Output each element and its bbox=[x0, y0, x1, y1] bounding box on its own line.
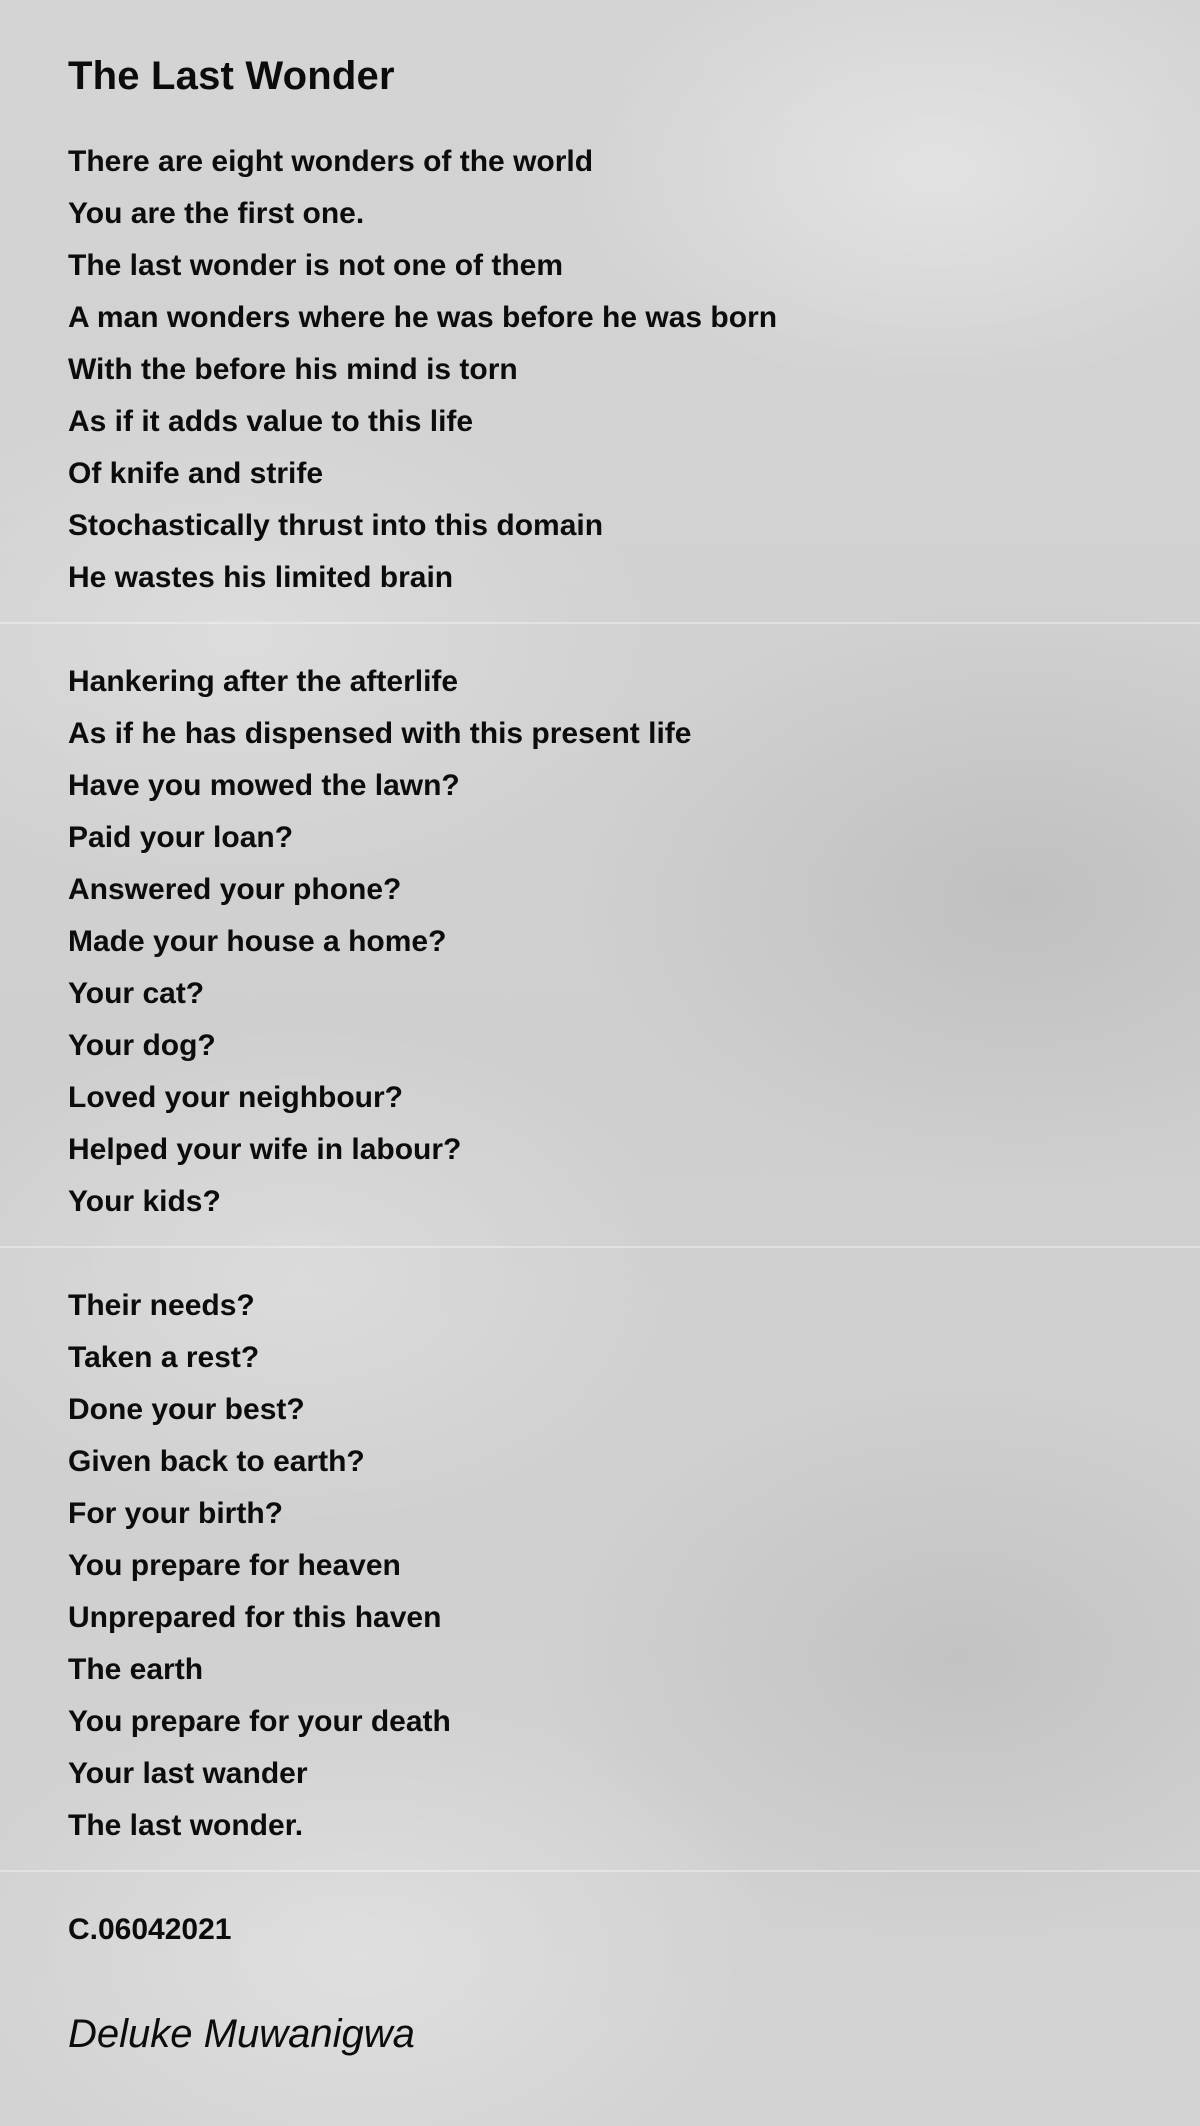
poem-line: For your birth? bbox=[68, 1497, 283, 1530]
stanza-gap bbox=[68, 1852, 1148, 1904]
poem-line: Helped your wife in labour? bbox=[68, 1133, 462, 1166]
poem-line: Taken a rest? bbox=[68, 1341, 260, 1374]
poem-line: Stochastically thrust into this domain bbox=[68, 509, 604, 542]
poem-line: Hankering after the afterlife bbox=[68, 665, 459, 698]
poem-line: As if it adds value to this life bbox=[68, 405, 474, 438]
poem-date: C.06042021 bbox=[68, 1913, 232, 1946]
poem-line: Your dog? bbox=[68, 1029, 216, 1062]
poem-line: Given back to earth? bbox=[68, 1445, 365, 1478]
stanza-gap bbox=[68, 604, 1148, 656]
stanza-gap bbox=[68, 1228, 1148, 1280]
poem-container bbox=[68, 50, 1148, 2060]
poem-line: As if he has dispensed with this present life bbox=[68, 717, 692, 750]
poem-line: The earth bbox=[68, 1653, 204, 1686]
poem-line: Your kids? bbox=[68, 1185, 221, 1218]
stanza-1 bbox=[68, 136, 1148, 604]
poem-line: A man wonders where he was before he was born bbox=[68, 301, 778, 334]
poem-line: Their needs? bbox=[68, 1289, 255, 1322]
poem-author: Deluke Muwanigwa bbox=[68, 2012, 415, 2056]
poem-line: You prepare for your death bbox=[68, 1705, 451, 1738]
poem-line: Have you mowed the lawn? bbox=[68, 769, 460, 802]
poem-line: You are the first one. bbox=[68, 197, 365, 230]
poem-line: Your cat? bbox=[68, 977, 205, 1010]
poem-line: Loved your neighbour? bbox=[68, 1081, 403, 1114]
poem-line: Unprepared for this haven bbox=[68, 1601, 442, 1634]
poem-line: Done your best? bbox=[68, 1393, 305, 1426]
poem-line: There are eight wonders of the world bbox=[68, 145, 594, 178]
stanza-3 bbox=[68, 1280, 1148, 1852]
poem-line: Of knife and strife bbox=[68, 457, 324, 490]
poem-line: Answered your phone? bbox=[68, 873, 402, 906]
poem-title: The Last Wonder bbox=[68, 54, 395, 98]
poem-line: You prepare for heaven bbox=[68, 1549, 401, 1582]
poem-line: With the before his mind is torn bbox=[68, 353, 518, 386]
poem-line: He wastes his limited brain bbox=[68, 561, 454, 594]
poem-line: Made your house a home? bbox=[68, 925, 447, 958]
poem-line: The last wonder. bbox=[68, 1809, 304, 1842]
poem-line: Paid your loan? bbox=[68, 821, 294, 854]
poem-line: Your last wander bbox=[68, 1757, 308, 1790]
stanza-2 bbox=[68, 656, 1148, 1228]
poem-line: The last wonder is not one of them bbox=[68, 249, 564, 282]
